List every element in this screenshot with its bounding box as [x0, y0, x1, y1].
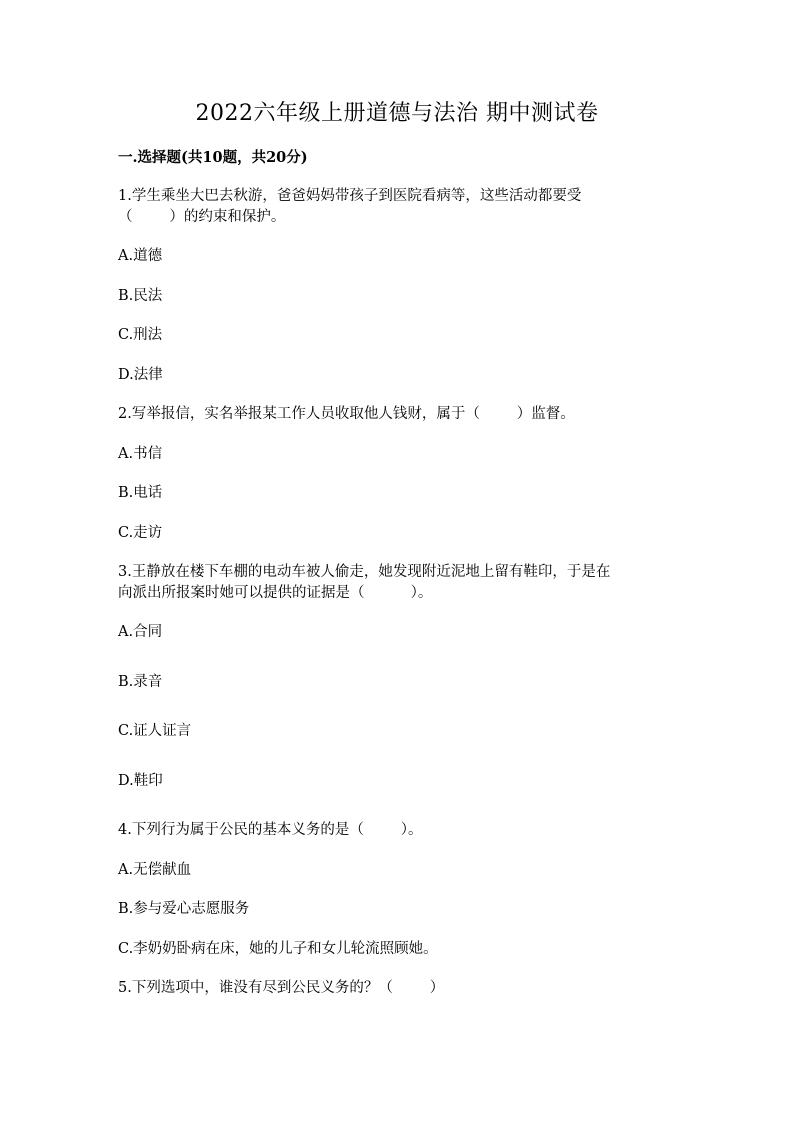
question-1-stem-line-1: 1.学生乘坐大巴去秋游，爸爸妈妈带孩子到医院看病等，这些活动都要受 — [118, 188, 582, 204]
question-3-option-b: B.录音 — [118, 674, 163, 690]
page-title: 2022六年级上册道德与法治 期中测试卷 — [195, 101, 599, 126]
question-4-option-a: A.无偿献血 — [118, 862, 192, 878]
question-1-option-c: C.刑法 — [118, 327, 163, 343]
question-3-option-c: C.证人证言 — [118, 723, 192, 739]
question-2-option-a: A.书信 — [118, 446, 163, 462]
question-1-option-b: B.民法 — [118, 288, 163, 304]
question-1-option-a: A.道德 — [118, 248, 163, 264]
question-4-stem: 4.下列行为属于公民的基本义务的是（ ）。 — [118, 822, 423, 838]
question-2-option-c: C.走访 — [118, 525, 163, 541]
question-5-stem: 5.下列选项中，谁没有尽到公民义务的？（ ） — [118, 980, 445, 996]
question-2-option-b: B.电话 — [118, 485, 163, 501]
section-heading: 一.选择题(共10题，共20分) — [118, 149, 308, 166]
question-2-stem: 2.写举报信，实名举报某工作人员收取他人钱财，属于（ ）监督。 — [118, 406, 575, 422]
question-3-option-a: A.合同 — [118, 624, 163, 640]
question-3-stem-line-1: 3.王静放在楼下车棚的电动车被人偷走，她发现附近泥地上留有鞋印，于是在 — [118, 564, 611, 580]
question-1-option-d: D.法律 — [118, 367, 163, 383]
question-3-option-d: D.鞋印 — [118, 773, 163, 789]
question-4-option-b: B.参与爱心志愿服务 — [118, 901, 250, 917]
question-4-option-c: C.李奶奶卧病在床，她的儿子和女儿轮流照顾她。 — [118, 941, 438, 957]
question-1-stem-line-2: （ ）的约束和保护。 — [118, 209, 286, 225]
question-3-stem-line-2: 向派出所报案时她可以提供的证据是（ ）。 — [118, 585, 433, 601]
